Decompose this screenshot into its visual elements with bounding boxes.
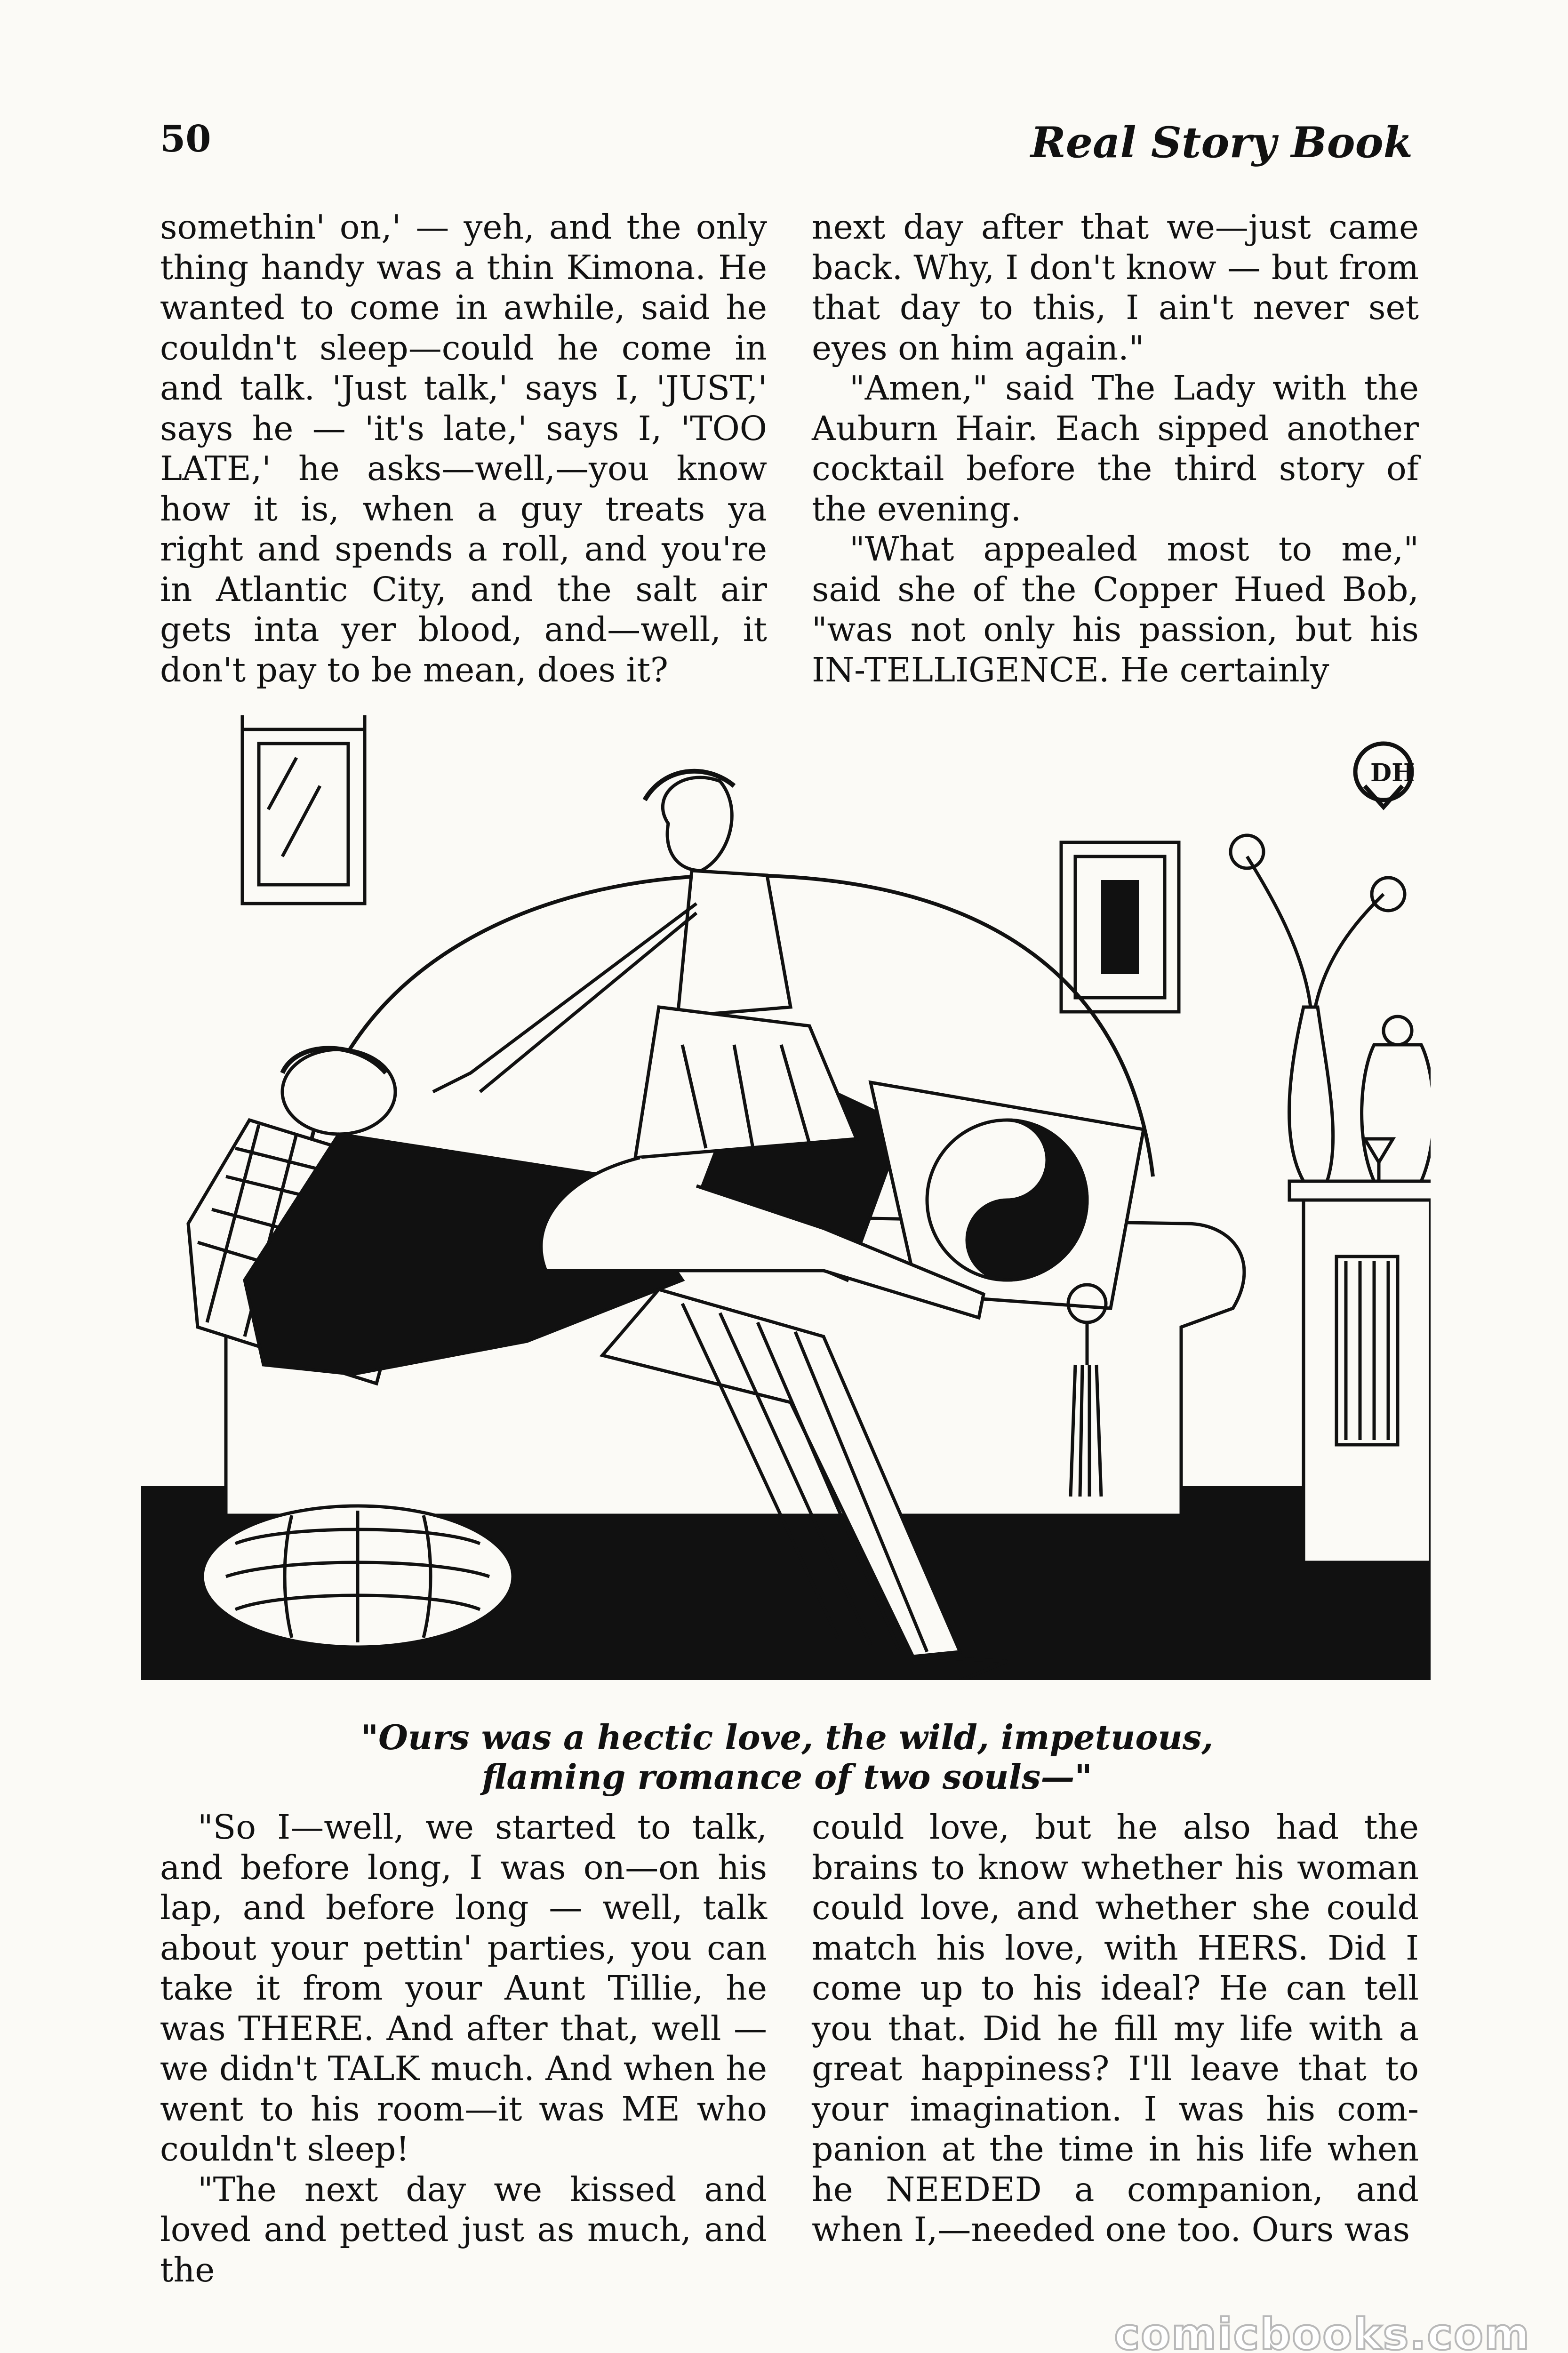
paragraph: "The next day we kissed and loved and petted just as much, and the	[160, 2169, 767, 2289]
wall-mirror-icon	[242, 715, 365, 904]
side-cabinet	[1289, 1181, 1431, 1562]
paragraph: next day after that we—just came back. Why, I don't know — but from that day to this, I ain't never set eyes on him again."	[812, 208, 1419, 368]
paragraph: "Amen," said The Lady with the Auburn Hair. Each sipped another cocktail before the third story of the evening.	[812, 368, 1419, 528]
column-bottom-left	[160, 1807, 767, 2290]
illustration-caption	[160, 1718, 1414, 1797]
column-bottom-right	[812, 1807, 1419, 2250]
paragraph: could love, but he also had the brains to know whether his woman could love, and whether she could match his love, with HERS. Did I come up to his ideal? He can tell you that. Did he fill my life with a great happiness? I'll leave that to your imagination. I was his com-panion at the time in his life when he NEEDED a companion, and when I,—needed one too. Ours was	[812, 1808, 1419, 2249]
floor-ottoman	[202, 1506, 513, 1647]
running-title: Real Story Book	[1030, 118, 1413, 168]
column-top-right	[812, 207, 1419, 690]
paragraph: somethin' on,' — yeh, and the only thing handy was a thin Kimona. He wanted to come in awhile, said he couldn't sleep—could he come in and talk. 'Just talk,' says I, 'JUST,' says he — 'it's late,' says I, 'TOO LATE,' he asks—well,—you know how it is, when a guy treats ya right and spends a roll, and you're in Atlantic City, and the salt air gets inta yer blood, and—well, it don't pay to be mean, does it?	[160, 208, 767, 689]
paragraph: "So I—well, we started to talk, and before long, I was on—on his lap, and before long — well, talk about your pettin' parties, you can take it from your Aunt Tillie, he was THERE. And after that, well — we didn't TALK much. And when he went to his room—it was ME who couldn't sleep!	[160, 1808, 767, 2169]
page-header	[160, 118, 1413, 174]
watermark-text: comicbooks.com	[1114, 2309, 1530, 2353]
caption-line-2: flaming romance of two souls—"	[482, 1757, 1092, 1797]
illustration-couch-scene	[141, 715, 1431, 1680]
caption-line-1: "Ours was a hectic love, the wild, impetuous,	[360, 1717, 1214, 1757]
page-number: 50	[160, 118, 211, 160]
artist-monogram: DH	[1370, 759, 1415, 787]
column-top-left	[160, 207, 767, 690]
coffee-pot-icon	[1362, 1016, 1431, 1181]
paragraph: "What appealed most to me," said she of the Copper Hued Bob, "was not only his passion, but his IN-TELLIGENCE. He certainly	[812, 529, 1419, 689]
wall-picture-icon	[1061, 842, 1179, 1012]
